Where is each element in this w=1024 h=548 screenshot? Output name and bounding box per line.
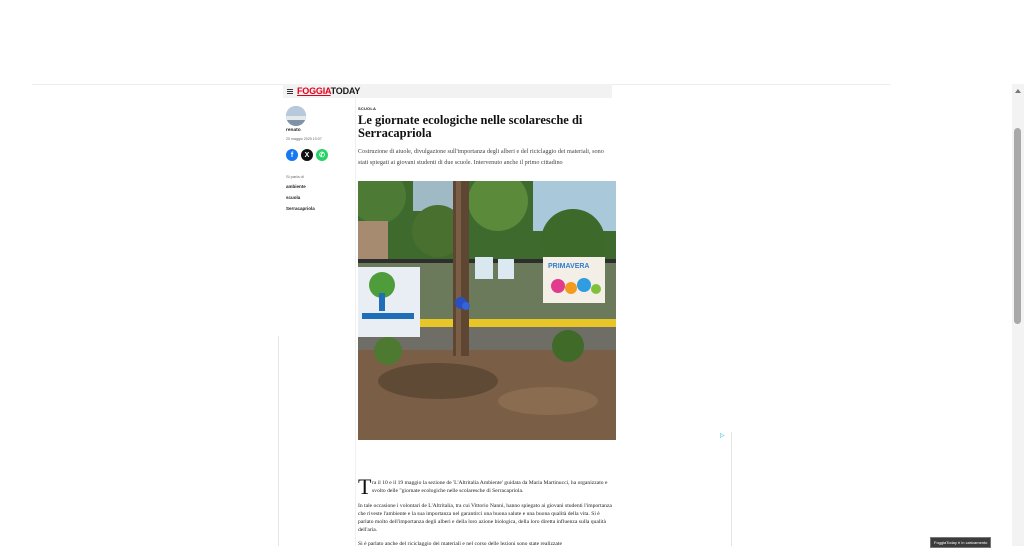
article-photo[interactable] [358, 181, 616, 440]
tag-scuola[interactable]: scuola [286, 195, 301, 200]
whatsapp-share-icon[interactable]: ✆ [316, 149, 328, 161]
article-dropcap: T [358, 474, 372, 499]
hamburger-menu-icon[interactable] [287, 89, 293, 94]
tag-ambiente[interactable]: ambiente [286, 184, 306, 189]
author-avatar[interactable] [286, 106, 306, 126]
tags-label: Si parla di [286, 174, 304, 179]
article-paragraph-1: ra il 10 e il 19 maggio la sezione de 'L'Altritalia Ambiente' guidata da Maria Martinucci, ha organizzato e svolto delle "giornate ecologiche nelle scolaresche di Serracapriola. [372, 480, 608, 494]
site-header [283, 84, 612, 98]
article-summary: Costruzione di aiuole, divulgazione sull'importanza degli alberi e del riciclaggio dei materiali, sono stati spiegati ai giovani studenti di due scuole. Intervenuto anche il primo cittadino [358, 148, 604, 166]
author-name[interactable]: renato [286, 128, 301, 133]
scroll-up-arrow-icon[interactable] [1015, 89, 1021, 93]
tag-serracapriola[interactable]: Serracapriola [286, 206, 315, 211]
article-paragraph-2: In tale occasione i volontari de L'Altritalia, tra cui Vittorio Nanni, hanno spiegato ai giovani studenti l'importanza che riveste l'ambiente e la sua importanza nel garantirci una buona salute e una buona qualità della vita. Si è parlato molto dell'importanza degli alberi e della loro azione biologica, della loro diretta influenza sulla qualità dell'aria. [358, 503, 612, 533]
article-title: Le giornate ecologiche nelle scolaresche di Serracapriola [358, 113, 583, 140]
facebook-share-icon[interactable]: f [286, 149, 298, 161]
article-category[interactable]: SCUOLA [358, 106, 377, 111]
ad-choices-icon[interactable]: ▷ [720, 433, 725, 439]
x-share-icon[interactable]: X [301, 149, 313, 161]
publish-date: 20 maggio 2025 10:07 [286, 137, 322, 141]
ad-frame-right-border [731, 432, 732, 546]
share-buttons [286, 149, 328, 161]
photo-banner-text: PRIMAVERA [548, 263, 590, 270]
article-paragraph-3: Si è parlato anche del riciclaggio dei materiali e nel corso delle lezioni sono state realizzate [358, 541, 562, 547]
loading-status: FoggiaToday è in caricamento [930, 537, 991, 548]
scrollbar-thumb[interactable] [1014, 128, 1021, 324]
sidebar-divider [355, 98, 356, 546]
site-logo[interactable]: FOGGIATODAY [297, 86, 361, 96]
ad-frame-left-border [278, 336, 279, 546]
